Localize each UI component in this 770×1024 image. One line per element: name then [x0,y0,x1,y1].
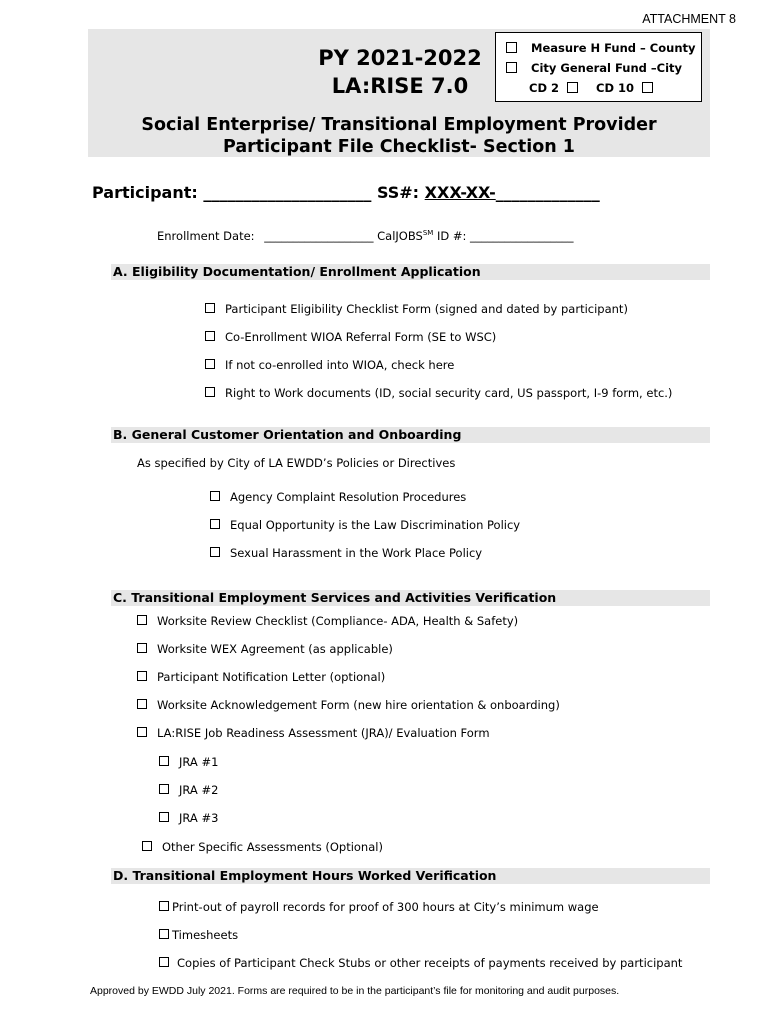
checkbox[interactable] [159,957,169,967]
enrollment-date-field[interactable]: ___________________ [264,229,374,243]
checklist-item [137,642,393,656]
participant-name-field[interactable]: _____________________ [203,183,372,202]
jra-label: JRA #1 [179,755,219,769]
section-d-heading: D. Transitional Employment Hours Worked Verification [113,868,497,883]
program-year: PY 2021-2022 [318,46,482,70]
cd2-label: CD 2 [529,81,559,95]
checklist-item-label: Participant Notification Letter (optional) [157,670,386,684]
checkbox[interactable] [137,643,147,653]
program-year-title [290,44,510,100]
title-line-1: Social Enterprise/ Transitional Employment Provider [141,115,657,135]
checkbox[interactable] [137,671,147,681]
section-b-heading: B. General Customer Orientation and Onboarding [113,427,462,442]
participant-label: Participant: [92,183,198,202]
jra-item [159,783,218,797]
enrollment-date-label: Enrollment Date: [157,229,255,243]
checklist-item [205,302,628,316]
checklist-item-label: Co-Enrollment WIOA Referral Form (SE to WSC) [225,330,497,344]
checklist-item [137,670,385,684]
checklist-item [159,956,682,970]
cd10-checkbox[interactable] [642,82,653,93]
checklist-item [205,358,454,372]
city-general-label: City General Fund –City [531,61,683,75]
cd2-checkbox[interactable] [567,82,578,93]
checklist-item-label: If not co-enrolled into WIOA, check here [225,358,455,372]
checklist-item [205,386,672,400]
checkbox[interactable] [159,756,169,766]
checkbox[interactable] [210,547,220,557]
enrollment-line [157,229,574,243]
checklist-item-label: Agency Complaint Resolution Procedures [230,490,467,504]
checkbox[interactable] [159,812,169,822]
caljobs-sup: SM [422,229,434,238]
checkbox[interactable] [137,699,147,709]
checklist-item-label: Participant Eligibility Checklist Form (signed and dated by participant) [225,302,628,316]
jra-label: JRA #3 [179,811,219,825]
checkbox[interactable] [205,387,215,397]
checklist-item-label: Other Specific Assessments (Optional) [162,840,383,854]
city-general-checkbox[interactable] [506,62,517,73]
checklist-item [137,726,490,740]
section-b-note: As specified by City of LA EWDD’s Policies or Directives [137,456,456,470]
checklist-item [210,518,520,532]
checklist-item-label: Worksite WEX Agreement (as applicable) [157,642,393,656]
ss-number-field[interactable]: _____________ [495,183,600,202]
checklist-item-label: Copies of Participant Check Stubs or other receipts of payments received by participant [177,956,683,970]
checklist-item-label: Worksite Review Checklist (Compliance- ADA, Health & Safety) [157,614,519,628]
checkbox[interactable] [205,331,215,341]
measure-h-option [506,41,696,55]
measure-h-label: Measure H Fund – County [531,41,696,55]
jra-item [159,755,218,769]
checklist-item [137,614,518,628]
checklist-item-label: Right to Work documents (ID, social security card, US passport, I-9 form, etc.) [225,386,673,400]
cd10-label: CD 10 [596,81,635,95]
checklist-item [205,330,496,344]
checklist-item-label: Print-out of payroll records for proof of 300 hours at City’s minimum wage [172,900,599,914]
document-title [88,114,710,158]
caljobs-suffix: ID #: [436,229,467,243]
checklist-item [142,840,383,854]
jra-label: JRA #2 [179,783,219,797]
checkbox[interactable] [137,615,147,625]
checkbox[interactable] [142,841,152,851]
checkbox[interactable] [159,901,169,911]
checklist-item [159,900,599,914]
city-general-option [506,61,682,75]
checklist-item [137,698,560,712]
ss-prefix: XXX-XX- [424,183,496,202]
fund-selection-box [495,32,702,102]
checklist-item [210,490,466,504]
checklist-item [210,546,482,560]
checkbox[interactable] [205,359,215,369]
participant-line [92,183,600,202]
checklist-item-label: Equal Opportunity is the Law Discrimination Policy [230,518,521,532]
checklist-item [159,928,238,942]
checkbox[interactable] [210,491,220,501]
checklist-item-label: LA:RISE Job Readiness Assessment (JRA)/ Evaluation Form [157,726,490,740]
footer-note: Approved by EWDD July 2021. Forms are required to be in the participant’s file for monitoring and audit purposes. [90,985,620,997]
checkbox[interactable] [159,929,169,939]
attachment-label: ATTACHMENT 8 [642,12,736,26]
program-name: LA:RISE 7.0 [331,74,469,98]
checkbox[interactable] [137,727,147,737]
checklist-item-label: Timesheets [172,928,239,942]
measure-h-checkbox[interactable] [506,42,517,53]
checklist-item-label: Sexual Harassment in the Work Place Policy [230,546,483,560]
checkbox[interactable] [210,519,220,529]
checkbox[interactable] [159,784,169,794]
ss-label: SS#: [376,183,420,202]
title-line-2: Participant File Checklist- Section 1 [223,137,575,157]
section-c-heading: C. Transitional Employment Services and Activities Verification [113,590,557,605]
checkbox[interactable] [205,303,215,313]
section-a-heading: A. Eligibility Documentation/ Enrollment Application [113,264,481,279]
council-district-options [529,81,653,95]
jra-item [159,811,218,825]
checklist-item-label: Worksite Acknowledgement Form (new hire orientation & onboarding) [157,698,560,712]
caljobs-label: CalJOBS [377,229,423,243]
caljobs-id-field[interactable]: __________________ [470,229,574,243]
